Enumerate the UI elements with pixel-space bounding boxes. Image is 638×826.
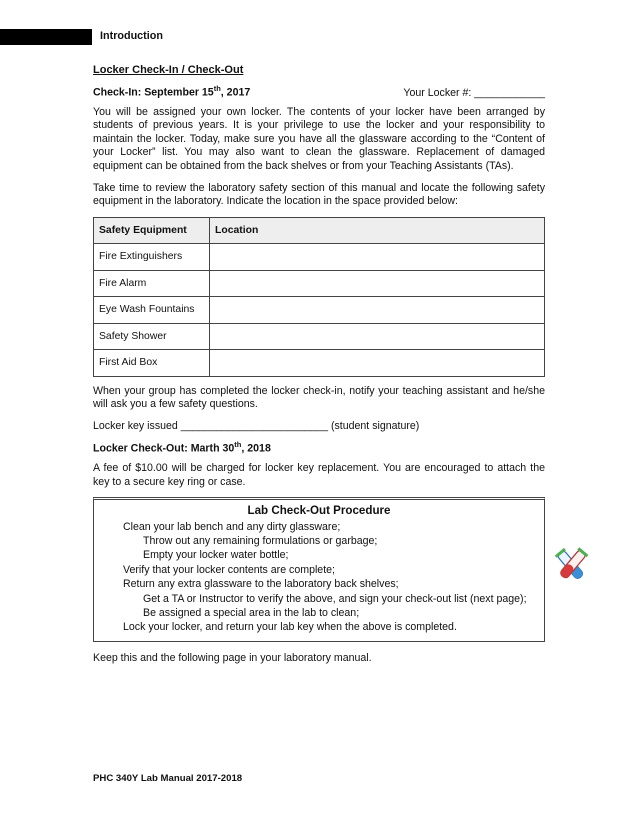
table-row [94, 244, 545, 271]
location-cell [210, 244, 545, 271]
equipment-cell: Fire Extinguishers [94, 244, 210, 271]
procedure-item: Be assigned a special area in the lab to clean; [143, 607, 360, 620]
procedure-item: Empty your locker water bottle; [143, 549, 289, 562]
checkout-date: Locker Check-Out: Marth 30th, 2018 [93, 440, 271, 455]
procedure-item: Lock your locker, and return your lab key when the above is completed. [123, 621, 457, 634]
equipment-cell: First Aid Box [94, 350, 210, 377]
key-signature-line: Locker key issued _________________________ (student signature) [93, 419, 420, 432]
closing-note: Keep this and the following page in your laboratory manual. [93, 651, 372, 664]
page-content [93, 64, 545, 672]
locker-number-field: Your Locker #: ____________ [403, 86, 545, 99]
table-row [94, 323, 545, 350]
review-paragraph: Take time to review the laboratory safety section of this manual and locate the following safety equipment in the laboratory. Indicate the location in the space provided below: [93, 181, 545, 208]
table-row [94, 270, 545, 297]
location-cell [210, 297, 545, 324]
page-footer: PHC 340Y Lab Manual 2017-2018 [93, 773, 243, 784]
fee-paragraph: A fee of $10.00 will be charged for locker key replacement. You are encouraged to attach the key to a secure key ring or case. [93, 462, 545, 488]
equipment-cell: Eye Wash Fountains [94, 297, 210, 324]
procedure-title: Lab Check-Out Procedure [247, 504, 391, 518]
column-header: Safety Equipment [94, 217, 210, 244]
equipment-cell: Fire Alarm [94, 270, 210, 297]
table-row [94, 297, 545, 324]
checkin-row [93, 84, 545, 99]
location-cell [210, 323, 545, 350]
column-header: Location [210, 217, 545, 244]
location-cell [210, 350, 545, 377]
safety-equipment-table [93, 217, 545, 377]
checkout-procedure-box [93, 497, 545, 642]
page-title: Locker Check-In / Check-Out [93, 64, 244, 76]
test-tubes-icon [552, 546, 592, 586]
table-row [94, 350, 545, 377]
checkin-date: Check-In: September 15th, 2017 [93, 84, 251, 99]
equipment-cell: Safety Shower [94, 323, 210, 350]
section-label: Introduction [100, 30, 163, 42]
procedure-item: Verify that your locker contents are complete; [123, 563, 335, 576]
procedure-item: Return any extra glassware to the laboratory back shelves; [123, 578, 399, 591]
location-cell [210, 270, 545, 297]
header-bar [0, 29, 92, 45]
procedure-item: Get a TA or Instructor to verify the above, and sign your check-out list (next page); [143, 592, 527, 605]
procedure-item: Clean your lab bench and any dirty glassware; [123, 520, 341, 533]
table-header-row [94, 217, 545, 244]
intro-paragraph: You will be assigned your own locker. The contents of your locker have been arranged by students of previous years. It is your privilege to use the locker and your responsibility to maintain the locker. Today, make sure you have all the glassware according to the “Content of your Locker” list. You may also want to clean the glassware. Replacement of damaged equipment can be obtained from the back shelves or from your Teaching Assistants (TAs). [93, 105, 545, 172]
group-paragraph: When your group has completed the locker check-in, notify your teaching assistant and he/she will ask you a few safety questions. [93, 384, 545, 411]
procedure-item: Throw out any remaining formulations or garbage; [143, 535, 378, 547]
